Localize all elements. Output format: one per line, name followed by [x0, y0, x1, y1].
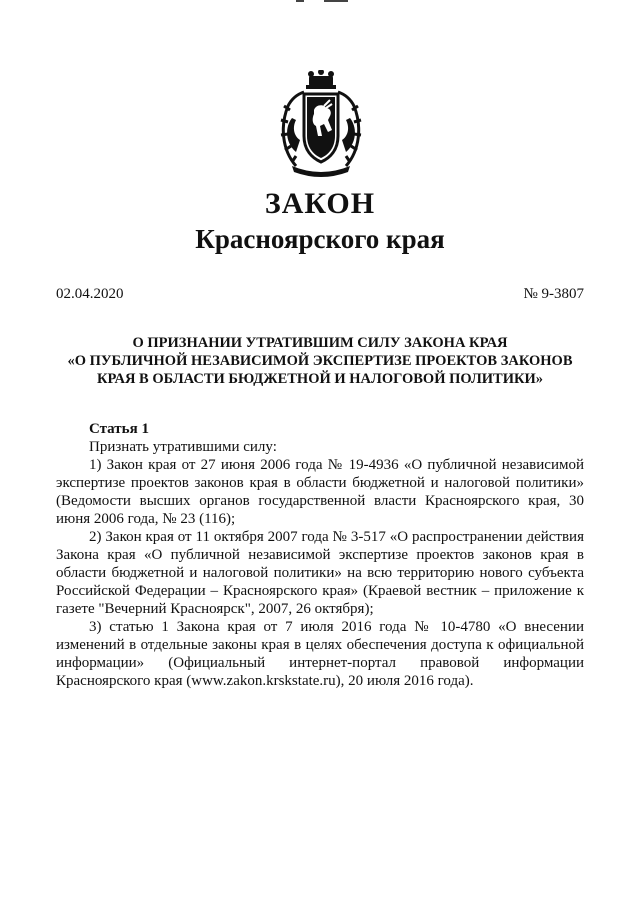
document-number: № 9-3807 [523, 286, 584, 302]
paragraph: Признать утратившими силу: [89, 439, 277, 455]
document-date: 02.04.2020 [56, 286, 124, 302]
document-title: ЗАКОН [264, 187, 376, 220]
paragraph: 1) Закон края от 27 июня 2006 года № 19-4936 «О публичной независимой экспертизе проектов законов края в области бюджетной и налоговой политики» (Ведомости высших органов государственной власти Красноярского края, 30 июня 2006 года, № 23 (116); [56, 457, 584, 527]
coat-of-arms-icon [278, 70, 364, 178]
law-heading [56, 334, 584, 388]
scan-artifact [296, 0, 356, 4]
law-body [56, 420, 584, 690]
document-subtitle: Красноярского края [195, 224, 445, 254]
article-title: Статья 1 [89, 421, 149, 437]
paragraph: 2) Закон края от 11 октября 2007 года № 3-517 «О распространении действия Закона края «О публичной независимой экспертизе проектов законов края в области бюджетной и налоговой политики» на всю территорию нового субъекта Российской Федерации – Красноярского края» (Краевой вестник – приложение к газете "Вечерний Красноярск", 2007, 26 октября); [56, 529, 584, 617]
heading-line: О ПРИЗНАНИИ УТРАТИВШИМ СИЛУ ЗАКОНА КРАЯ [132, 335, 508, 351]
heading-line: «О ПУБЛИЧНОЙ НЕЗАВИСИМОЙ ЭКСПЕРТИЗЕ ПРОЕКТОВ ЗАКОНОВ [67, 353, 573, 369]
heading-line: КРАЯ В ОБЛАСТИ БЮДЖЕТНОЙ И НАЛОГОВОЙ ПОЛИТИКИ» [96, 371, 544, 387]
paragraph: 3) статью 1 Закона края от 7 июля 2016 года № 10-4780 «О внесении изменений в отдельные законы края в целях обеспечения доступа к официальной информации» (Официальный интернет-портал правовой информации Красноярского края (www.zakon.krskstate.ru), 20 июля 2016 года). [56, 619, 584, 689]
